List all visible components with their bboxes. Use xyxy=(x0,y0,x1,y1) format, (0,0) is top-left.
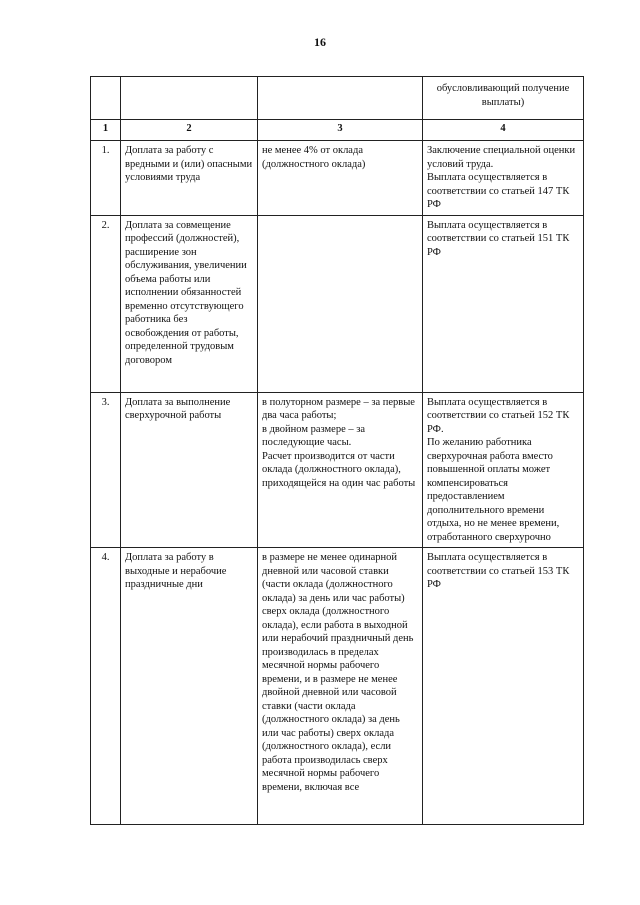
basis-line: Выплата осуществляется в соответствии со статьей 153 ТК РФ xyxy=(427,552,570,590)
basis-line: Выплата осуществляется в соответствии со статьей 152 ТК РФ. xyxy=(427,396,570,435)
row-number: 4. xyxy=(91,548,121,825)
amount-line: в размере не менее одинарной дневной или часовой ставки (части оклада (должностного оклада) за день или час работы) сверх оклада (должностного оклада), если работа в выходной или нерабочий праздничный день производилась в пределах месячной нормы рабочего времени, и в размере не менее двойной дневной или часовой ставки (части оклада (должностного оклада) за день или час работы) сверх оклада (должностного оклада), если работа производилась сверх месячной нормы рабочего времени, включая все xyxy=(262,552,414,793)
column-number: 2 xyxy=(121,120,258,141)
amount-line: не менее 4% от оклада (должностного оклада) xyxy=(262,145,366,170)
table-cell xyxy=(91,77,121,120)
payment-basis xyxy=(423,215,584,392)
page-number: 16 xyxy=(314,35,326,49)
table-row xyxy=(91,548,584,825)
row-number: 2. xyxy=(91,215,121,392)
row-number: 3. xyxy=(91,392,121,548)
table-row xyxy=(91,215,584,392)
table-row xyxy=(91,392,584,548)
continued-header-cell: обусловливающий получение выплаты) xyxy=(423,77,584,120)
payment-name: Доплата за работу в выходные и нерабочие праздничные дни xyxy=(121,548,258,825)
basis-line: По желанию работника сверхурочная работа вместо повышенной оплаты может компенсироваться предоставлением дополнительного времени отдыха, но не менее времени, отработанного сверхурочно xyxy=(427,437,560,543)
table-cell xyxy=(258,77,423,120)
payment-amount xyxy=(258,392,423,548)
basis-line: Выплата осуществляется в соответствии со статьей 151 ТК РФ xyxy=(427,219,570,258)
column-numbers-row xyxy=(91,120,584,141)
table-cell xyxy=(121,77,258,120)
amount-line: в двойном размере – за последующие часы. xyxy=(262,423,366,448)
payment-basis xyxy=(423,141,584,216)
table-row xyxy=(91,141,584,216)
column-number: 1 xyxy=(91,120,121,141)
payment-name: Доплата за совмещение профессий (должностей), расширение зон обслуживания, увеличении объема работы или исполнении обязанностей временно отсутствующего работника без освобождения от работы, определенной трудовым договором xyxy=(121,215,258,392)
payment-basis xyxy=(423,548,584,825)
payment-name: Доплата за выполнение сверхурочной работы xyxy=(121,392,258,548)
payment-amount xyxy=(258,548,423,825)
basis-line: Выплата осуществляется в соответствии со статьей 147 ТК РФ xyxy=(427,172,570,210)
amount-line: в полуторном размере – за первые два часа работы; xyxy=(262,396,415,421)
table-continued-header-row xyxy=(91,77,584,120)
payments-table xyxy=(90,76,584,825)
basis-line: Заключение специальной оценки условий труда. xyxy=(427,145,576,170)
payment-basis xyxy=(423,392,584,548)
payment-name: Доплата за работу с вредными и (или) опасными условиями труда xyxy=(121,141,258,216)
payment-amount xyxy=(258,215,423,392)
amount-line: Расчет производится от части оклада (должностного оклада), приходящейся на один час работы xyxy=(262,450,416,489)
column-number: 3 xyxy=(258,120,423,141)
row-number: 1. xyxy=(91,141,121,216)
column-number: 4 xyxy=(423,120,584,141)
payment-amount xyxy=(258,141,423,216)
